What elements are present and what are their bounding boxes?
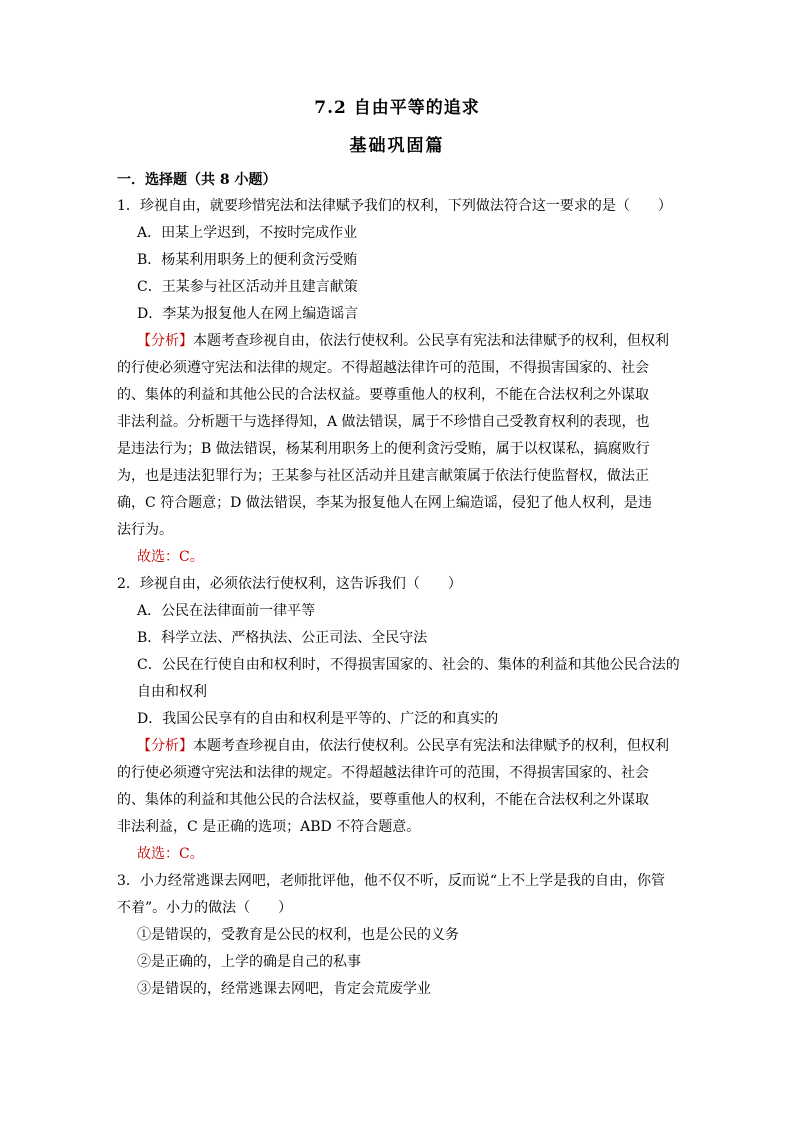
question-2-option-c-continued: 自由和权利 (137, 684, 207, 700)
question-1-answer: 故选：C。 (137, 549, 204, 565)
question-2-option-b: B．科学立法、严格执法、公正司法、全民守法 (137, 630, 428, 646)
question-2-analysis-line: 的行使必须遵守宪法和法律的规定。不得超越法律许可的范围，不得损害国家的、社会 (117, 765, 649, 781)
question-2-analysis-line: 的、集体的利益和其他公民的合法权益，要尊重他人的权利，不能在合法权利之外谋取 (117, 792, 649, 808)
question-2-option-d: D．我国公民享有的自由和权利是平等的、广泛的和真实的 (137, 711, 499, 727)
question-2-analysis-line (117, 733, 677, 760)
question-2-answer: 故选：C。 (137, 846, 204, 862)
question-1-option-b: B．杨某利用职务上的便利贪污受贿 (137, 252, 358, 268)
analysis-tag: 【分析】 (137, 738, 193, 754)
question-2-option-c: C．公民在行使自由和权利时，不得损害国家的、社会的、集体的利益和其他公民合法的 (137, 657, 680, 673)
page-subtitle: 基础巩固篇 (349, 136, 445, 156)
question-3-option-2: ②是正确的，上学的确是自己的私事 (137, 954, 361, 970)
question-2-stem: 2．珍视自由，必须依法行使权利，这告诉我们（ ） (117, 576, 462, 592)
question-3-stem-continued: 不着”。小力的做法（ ） (117, 900, 293, 916)
question-1-option-a: A．田某上学迟到，不按时完成作业 (137, 225, 358, 241)
analysis-text: 本题考查珍视自由，依法行使权利。公民享有宪法和法律赋予的权利，但权利 (193, 333, 669, 349)
analysis-text: 本题考查珍视自由，依法行使权利。公民享有宪法和法律赋予的权利，但权利 (193, 738, 669, 754)
section-heading: 一．选择题（共 8 小题） (117, 172, 277, 188)
question-1-option-c: C．王某参与社区活动并且建言献策 (137, 279, 358, 295)
question-1-analysis-line: 是违法行为；B 做法错误，杨某利用职务上的便利贪污受贿，属于以权谋私，搞腐败行 (117, 441, 650, 457)
question-1-analysis-line: 为，也是违法犯罪行为；王某参与社区活动并且建言献策属于依法行使监督权，做法正 (117, 468, 649, 484)
question-3-option-1: ①是错误的，受教育是公民的权利，也是公民的义务 (137, 927, 459, 943)
question-1-analysis-line: 的行使必须遵守宪法和法律的规定。不得超越法律许可的范围，不得损害国家的、社会 (117, 360, 649, 376)
question-1-option-d: D．李某为报复他人在网上编造谣言 (137, 306, 359, 322)
question-1-analysis-line: 法行为。 (117, 522, 173, 538)
question-1-analysis-line: 的、集体的利益和其他公民的合法权益。要尊重他人的权利，不能在合法权利之外谋取 (117, 387, 649, 403)
question-list (117, 193, 680, 1003)
question-3-option-3: ③是错误的，经常逃课去网吧，肯定会荒废学业 (137, 981, 431, 997)
question-2-option-a: A．公民在法律面前一律平等 (137, 603, 316, 619)
page-title: 7.2 自由平等的追求 (314, 98, 480, 118)
question-1-analysis-line: 确，C 符合题意；D 做法错误，李某为报复他人在网上编造谣，侵犯了他人权利，是违 (117, 495, 652, 511)
question-2-analysis-line: 非法利益，C 是正确的选项；ABD 不符合题意。 (117, 819, 421, 835)
analysis-tag: 【分析】 (137, 333, 193, 349)
question-3-stem: 3．小力经常逃课去网吧，老师批评他，他不仅不听，反而说“上不上学是我的自由，你管 (117, 873, 666, 889)
question-1-analysis-line: 非法利益。分析题干与选择得知，A 做法错误，属于不珍惜自己受教育权利的表现，也 (117, 414, 650, 430)
question-1-stem: 1．珍视自由，就要珍惜宪法和法律赋予我们的权利，下列做法符合这一要求的是（ ） (117, 198, 672, 214)
question-1-analysis-line (117, 328, 677, 355)
